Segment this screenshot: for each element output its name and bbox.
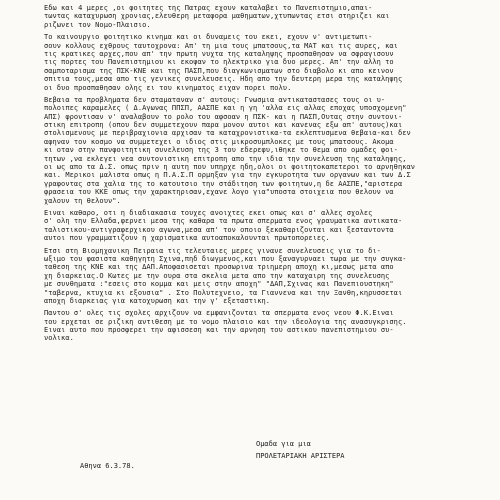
text-line: και. Μερικοι μαλιστα οπως η Π.Α.Σ.Π ορμηξαν για την εγκυροτητα των οργανων και των Δ.Σ xyxy=(44,171,411,180)
text-line: οι δυο προσπαθησαν ολης ει του κινηματος ειχαν πορει πολυ. xyxy=(44,83,292,92)
text-line: ΑΠΣ) φροντισαν ν' αναλαβουν το ρολο του αφσοαν η ΠΣΚ- και η ΠΑΣΠ,Ουτας στην συντονι- xyxy=(44,112,403,121)
text-line: γραφοντας στα χαλια της το κατουτσιο την στάδιτηση των φοιτητων,η δε ΑΑΣΠΕ,"αριστερα xyxy=(44,179,403,188)
text-line: οι ως απο τα Δ.Σ. οπως πριν η αυτη που υπηρχε ηδη,ολοι οι φοιτητοκαπετεροι το αρνηθηκαν xyxy=(44,163,415,172)
text-line: ριζωνει τον Νομο-Πλαισιο. xyxy=(44,20,151,29)
signature-line-1: Ομαδα για μια xyxy=(256,440,311,448)
text-line: Ετσι στη Βιομηχανικη Πειραια τις τελευταιες μερες γινανε συνελευσεις για το δι- xyxy=(44,246,381,255)
document-date: Αθηνα 6.3.78. xyxy=(80,462,135,470)
text-line: πολοιπες καραμελες ( Δ.Αγωνας ΠΠΣΠ, ΑΑΣΠΕ και η γη 'αλλα εις αλλας εποχας υποσχομενη" xyxy=(44,104,407,113)
text-line: τωντας καταχυρωση χρονιας,ελευθερη μεταφορα μαθηματων,χτυπωντας ετσι στηριζει και xyxy=(44,12,390,21)
text-line: νολικα. xyxy=(44,334,74,343)
text-line: σπιτια τους,μεσα απο τις γενικες συνελευσεις. Ηδη απο την δευτερη μερα της καταληψης xyxy=(44,75,403,84)
text-line: ταλιστικου-αντιγραφερχικου αγωνα,μεσα απ' τον οποιο ξεκαθαριζονται και ξεσταντοντα xyxy=(44,225,394,234)
text-line: τις κρατικες αρχες,που απ' την πρωτη νυχτα της καταληψης προσπαθησαν να σφραγισουν xyxy=(44,49,394,58)
text-line: του ερχεται σε ριζικη αντιθεση με το νομο πλαισιο και την ιδεολογια της ανασυγκρισης. xyxy=(44,317,407,326)
text-line: Ειναι αυτο που προσφερει την αφισσεση και την αρνηση του αστικου πανεπιστημιου συ- xyxy=(44,326,394,335)
text-line: Βεβαια τα προβληματα δεν σταματαναν σ' αυτους: Γνωσμια αντικαταστασες τους οι υ- xyxy=(44,95,386,104)
text-line: Ειναι καθαρο, οτι η διαδιακασια τουχες ανοιχτες εκει οπως και σ' αλλες σχολες xyxy=(44,208,373,217)
text-line: στολισμενους με περιβραχιονια αρχισαν τα καταχρονιστικα-τα εκλεπτυσμενα θεβαια-και δεν xyxy=(44,129,411,138)
text-line: αφηναν τον κοσμο να συμμετεχει ο ιδιος στις μικροσυμπλοκες με τους μπατσους. Ακομα xyxy=(44,137,394,146)
text-line: τητων ,να εκλεγει νεα συντονιστικη επιτροπη απο την ιδια την συνελευση της καταληψης, xyxy=(44,154,407,163)
text-line: σαμποταρισμα της ΠΣΚ-ΚΝΕ και της ΠΑΣΠ,που διαγκωνισματων στο διαβολο κι απο κεινον xyxy=(44,66,394,75)
text-line: "ταβερνα, κτυχια κι εξουσια" . Στο Πολυτεχνειο, τα Γιαννενα και την Ξανθη,κηρυσσεται xyxy=(44,288,403,297)
text-line: αποχη διαρκειας για κατοχυρωση και την γ' εξεταστικη. xyxy=(44,296,271,305)
text-line: ωξιμο του φασιστα καθηγητη Σχινα,πηδ διωγμενος,και που ξαναγυρναει τωρα με την συγκα- xyxy=(44,254,407,263)
document-body xyxy=(44,4,484,343)
signature-line-2: ΠΡΟΛΕΤΑΡΙΑΚΗ ΑΡΙΣΤΕΡΑ xyxy=(256,452,345,460)
text-line: χαλουν τη θελουν". xyxy=(44,196,121,205)
signature-block xyxy=(256,438,476,462)
text-line: Εδω και 4 μερες ,οι φοιτητες της Πατρας εχουν καταλαβει το Πανεπιστημιο,απαι- xyxy=(44,4,373,12)
text-line: τις πορτες του Πανεπιστημιου κι εκοψαν το ηλεκτρικο για δυο μερες. Απ' την αλλη το xyxy=(44,58,394,67)
text-line: κι οταν στην πανφοιτητικη συνελευση της 3 του εδερεφυ,ιθηκε το θεμα απο ομαδες φοι- xyxy=(44,146,398,155)
text-line: στικη επιτροπη (οπου δεν συμμετεχουν παρα μονον αυτοι και κανενας εξω απ' αυτους)και xyxy=(44,121,403,130)
text-line: σ' ολη την Ελλαδα,φερνει μεσα της καθαρα τα πρωτα σπερματα ενος γραυματικα αντικατα- xyxy=(44,217,403,226)
text-line: Παντου σ' ολες τις σχολες αρχιζουν να εμφανιζονται τα σπερματα ενος νεου Φ.Κ.Ειναι xyxy=(44,309,394,318)
text-line: φρασεια του ΚΚΕ οπως την χαρακτηρισαν,εχανε λογο για"υποστα στοιχεια που θελουν να xyxy=(44,188,394,197)
text-line: Το καινουργιο φοιτητικο κινημα και οι δυναμεις του εκει, εχουν ν' αντιμετωπι- xyxy=(44,33,373,42)
text-line: χη διαρκειας.Ο Κωτες με την ουρα στα σκελια μετα απο την καταχαιρη της συνελευσης xyxy=(44,271,390,280)
text-line: με συνθηματα :"εσεις στο κομμα και μεις στην αποχη" "ΔΑΠ,Σχινας και Πανεπιουστηκη" xyxy=(44,280,394,289)
text-line: αυτοι που γραμματιζουν η χαρισματικα αυτοαποκαλουνται πρωτοπορειες. xyxy=(44,234,330,243)
text-line: σουν κολλους εχθρους ταυτοχρονα: Απ' τη μια τους μπατσους,τα ΜΑΤ και τις αυρες, και xyxy=(44,41,398,50)
text-line: ταθεση της ΚΝΕ και της ΔΑΠ.Αποφασισεται προσωρινα τριημερη αποχη κι,μεσως μετα απο xyxy=(44,263,394,272)
